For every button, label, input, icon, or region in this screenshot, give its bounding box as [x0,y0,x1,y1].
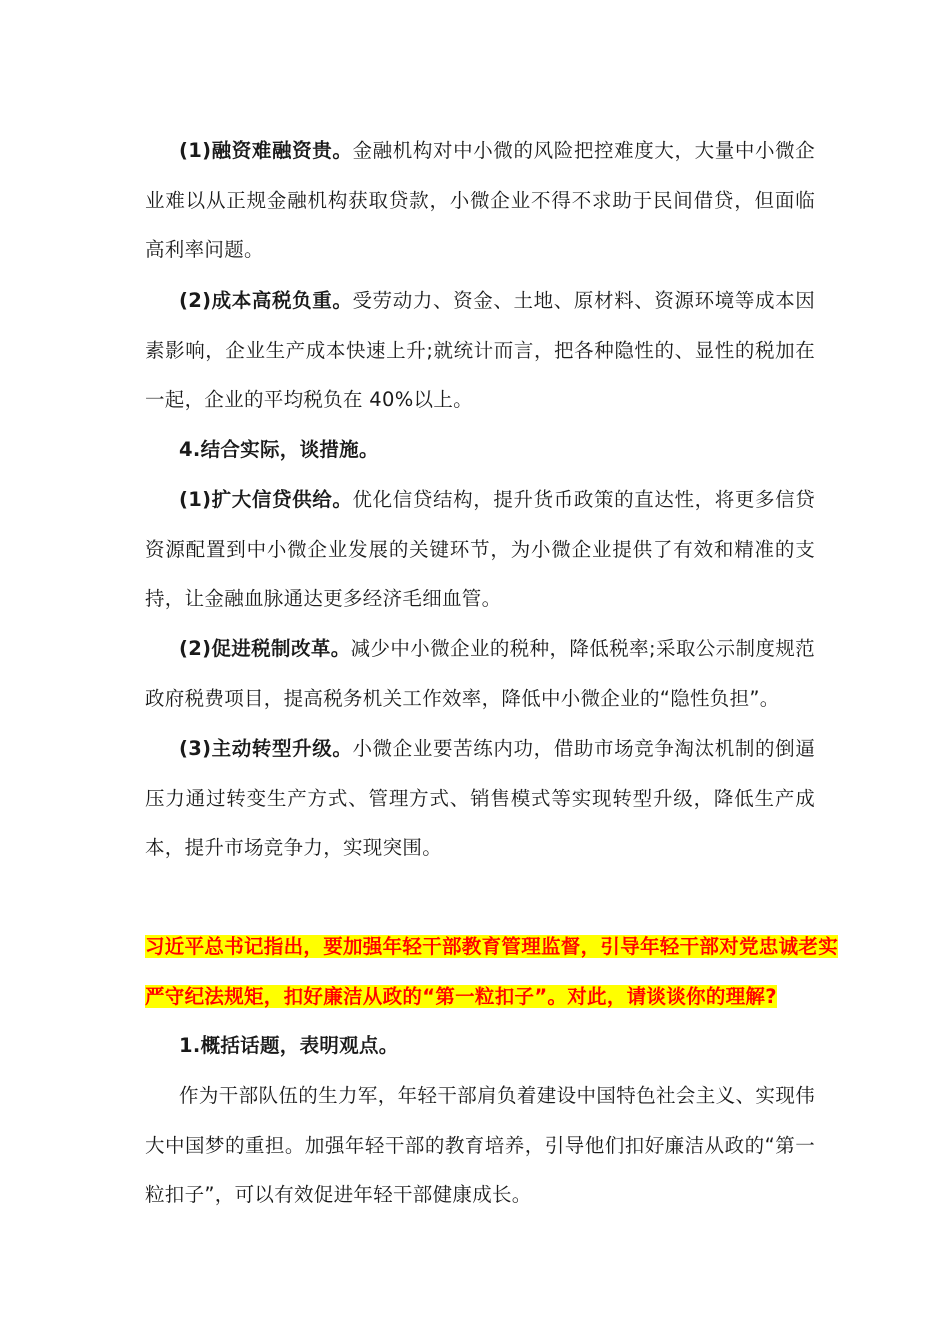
paragraph-lead: (3)主动转型升级。 [179,737,353,760]
paragraph-financing [145,126,815,275]
paragraph-young-cadres [145,1071,815,1220]
heading-measures: 4.结合实际，谈措施。 [179,438,379,461]
paragraph-lead: (1)扩大信贷供给。 [179,488,353,511]
paragraph-tax-reform [145,624,815,723]
paragraph-body: 受劳动力、资金、土地、原材料、资源环境等成本因素影响，企业生产成本快速上升;就统计而言，把各种隐性的、显性的税加在一起，企业的平均税负在 40%以上。 [145,289,815,411]
paragraph-credit-supply [145,475,815,624]
paragraph-body: 优化信贷结构，提升货币政策的直达性，将更多信贷资源配置到中小微企业发展的关键环节，为小微企业提供了有效和精准的支持，让金融血脉通达更多经济毛细血管。 [145,488,815,610]
question-highlight [145,922,839,1021]
paragraph-body: 金融机构对中小微的风险把控难度大，大量中小微企业难以从正规金融机构获取贷款，小微企业不得不求助于民间借贷，但面临高利率问题。 [145,139,815,261]
paragraph-body: 减少中小微企业的税种，降低税率;采取公示制度规范政府税费项目，提高税务机关工作效率，降低中小微企业的“隐性负担”。 [145,637,815,710]
paragraph-lead: (2)成本高税负重。 [179,289,353,312]
question-line-1: 习近平总书记指出，要加强年轻干部教育管理监督，引导年轻干部对党忠诚老实 [145,935,839,958]
paragraph-body: 作为干部队伍的生力军，年轻干部肩负着建设中国特色社会主义、实现伟大中国梦的重担。加强年轻干部的教育培养，引导他们扣好廉洁从政的“第一粒扣子”，可以有效促进年轻干部健康成长。 [145,1084,815,1206]
paragraph-lead: (1)融资难融资贵。 [179,139,353,162]
paragraph-transformation [145,724,815,873]
question-line-2: 严守纪法规矩，扣好廉洁从政的“第一粒扣子”。对此，请谈谈你的理解? [145,984,777,1008]
paragraph-cost-tax [145,276,815,425]
paragraph-lead: (2)促进税制改革。 [179,637,351,660]
paragraph-body: 小微企业要苦练内功，借助市场竞争淘汰机制的倒逼压力通过转变生产方式、管理方式、销售模式等实现转型升级，降低生产成本，提升市场竞争力，实现突围。 [145,737,815,859]
heading-summarize: 1.概括话题，表明观点。 [179,1034,399,1057]
